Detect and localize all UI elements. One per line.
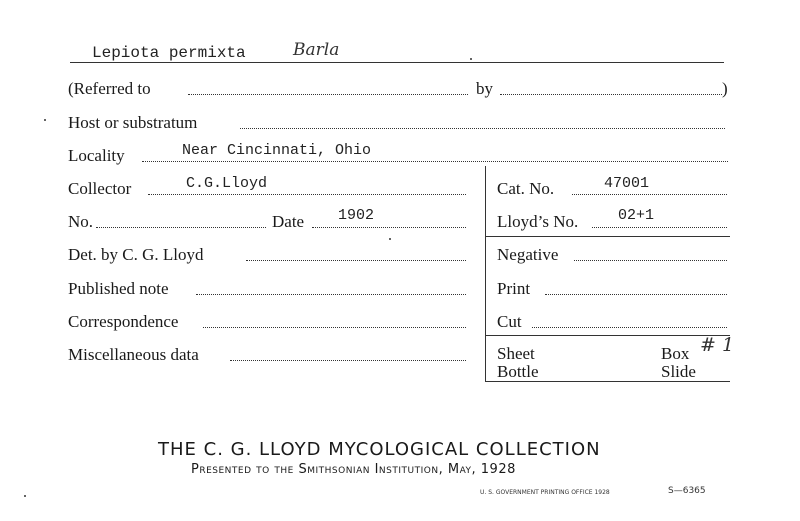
correspondence-field xyxy=(203,327,466,328)
collector-value: C.G.Lloyd xyxy=(186,175,268,192)
species-author: Barla xyxy=(293,40,340,60)
lloyds-no-value: 02+1 xyxy=(618,207,655,224)
species-line xyxy=(70,62,724,63)
published-note-label: Published note xyxy=(68,279,169,298)
published-note-field xyxy=(196,294,466,295)
box-label: Box xyxy=(661,344,690,363)
cat-no-value: 47001 xyxy=(604,175,650,192)
collector-field xyxy=(148,194,466,195)
date-label: Date xyxy=(272,212,305,231)
by-label: by xyxy=(476,79,493,98)
host-label: Host or substratum xyxy=(68,113,198,132)
right-box-border xyxy=(485,166,486,382)
cut-label: Cut xyxy=(497,312,522,331)
scan-speck xyxy=(44,119,46,121)
cat-no-field xyxy=(572,194,727,195)
sheet-label: Sheet xyxy=(497,344,535,363)
print-field xyxy=(545,294,727,295)
print-label: Print xyxy=(497,279,531,298)
storage-divider xyxy=(485,335,730,336)
lloyds-no-field xyxy=(592,227,727,228)
slide-label: Slide xyxy=(661,362,696,381)
presented-line: Presented to the Smithsonian Institution, May, 1928 xyxy=(191,462,516,477)
gpo-imprint: U. S. GOVERNMENT PRINTING OFFICE 1928 xyxy=(480,489,610,496)
date-field xyxy=(312,227,466,228)
bottle-label: Bottle xyxy=(497,362,539,381)
date-value: 1902 xyxy=(338,207,375,224)
right-box-divider xyxy=(485,236,730,237)
close-paren: ) xyxy=(722,79,728,98)
species-name: Lepiota permixta xyxy=(92,44,246,62)
locality-label: Locality xyxy=(68,146,125,165)
box-value: # 1 xyxy=(700,334,735,356)
locality-field xyxy=(142,161,728,162)
negative-field xyxy=(574,260,727,261)
misc-data-field xyxy=(230,360,466,361)
no-field xyxy=(96,227,266,228)
no-label: No. xyxy=(68,212,94,231)
scan-speck xyxy=(470,58,472,60)
misc-data-label: Miscellaneous data xyxy=(68,345,199,364)
negative-label: Negative xyxy=(497,245,559,264)
referred-to-field xyxy=(188,94,468,95)
scan-speck xyxy=(389,238,391,240)
referred-to-label: (Referred to xyxy=(68,79,151,98)
scan-speck xyxy=(24,495,26,497)
cat-no-label: Cat. No. xyxy=(497,179,555,198)
det-by-field xyxy=(246,260,466,261)
correspondence-label: Correspondence xyxy=(68,312,179,331)
form-number: S—6365 xyxy=(668,486,706,496)
locality-value: Near Cincinnati, Ohio xyxy=(182,142,372,159)
lloyds-no-label: Lloyd’s No. xyxy=(497,212,579,231)
collector-label: Collector xyxy=(68,179,132,198)
host-field xyxy=(240,128,725,129)
det-by-label: Det. by C. G. Lloyd xyxy=(68,245,204,264)
cut-field xyxy=(532,327,727,328)
by-field xyxy=(500,94,722,95)
collection-title: THE C. G. LLOYD MYCOLOGICAL COLLECTION xyxy=(158,439,601,460)
